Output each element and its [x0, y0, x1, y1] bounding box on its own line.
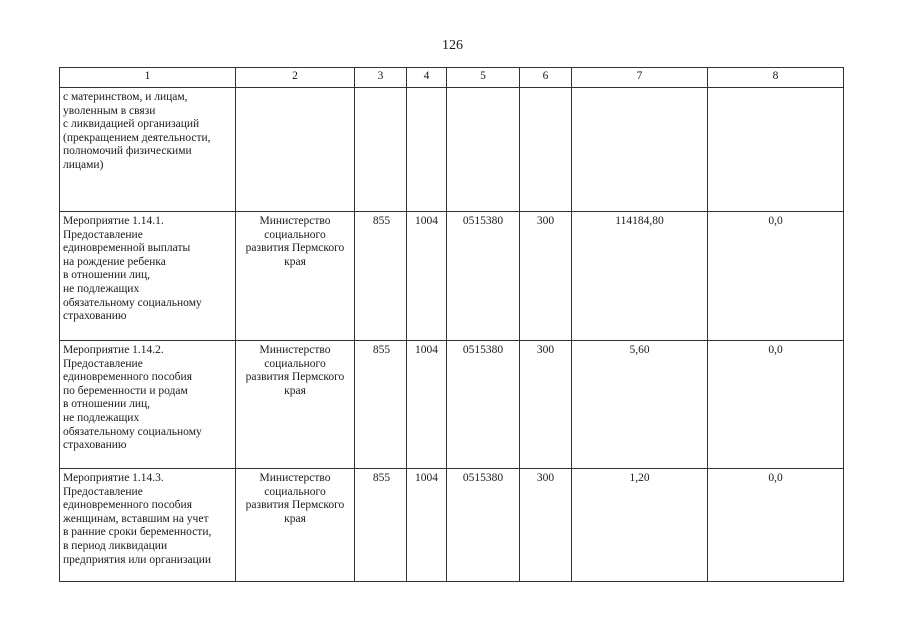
description-line: Мероприятие 1.14.2.	[63, 344, 164, 356]
table-row	[60, 88, 844, 212]
amount-cell: 0,0	[708, 212, 844, 341]
description-line: обязательному социальному	[63, 296, 202, 309]
table-row	[60, 341, 844, 469]
code-section-cell: 1004	[407, 212, 447, 341]
description-line: в ранние сроки беременности,	[63, 526, 212, 539]
description-line: предприятия или организации	[63, 553, 212, 566]
description-line: женщинам, вставшим на учет	[63, 512, 209, 525]
header-cell: 5	[447, 68, 520, 88]
code-grbs-cell: 855	[355, 212, 407, 341]
code-expense-cell: 300	[520, 469, 572, 582]
description-line: страхованию	[63, 310, 127, 323]
amount-cell: 1,20	[572, 469, 708, 582]
amount-cell: 0,0	[708, 469, 844, 582]
executor-line: края	[284, 255, 306, 268]
description-line: Предоставление	[63, 357, 143, 370]
executor-line: Министерство	[259, 344, 331, 356]
code-section-cell	[407, 88, 447, 212]
header-cell: 1	[60, 68, 236, 88]
description-line: единовременного пособия	[63, 499, 192, 512]
description-line: с ликвидацией организаций	[63, 118, 200, 131]
description-line: не подлежащих	[63, 282, 140, 295]
description-line: в отношении лиц,	[63, 269, 151, 282]
description-cell	[60, 88, 236, 212]
description-line: уволенным в связи	[63, 104, 156, 117]
description-line: на рождение ребенка	[63, 255, 166, 268]
code-target-cell	[447, 88, 520, 212]
description-line: с материнством, и лицам,	[63, 91, 188, 103]
description-line: Предоставление	[63, 228, 143, 241]
description-line: в отношении лиц,	[63, 398, 151, 411]
description-cell	[60, 212, 236, 341]
description-line: Мероприятие 1.14.1.	[63, 215, 164, 227]
description-line: полномочий физическими	[63, 145, 192, 158]
executor-line: социального	[264, 357, 326, 370]
executor-line: края	[284, 512, 306, 525]
code-target-cell: 0515380	[447, 469, 520, 582]
header-cell: 7	[572, 68, 708, 88]
description-cell	[60, 341, 236, 469]
code-section-cell: 1004	[407, 469, 447, 582]
description-line: по беременности и родам	[63, 384, 188, 397]
code-expense-cell	[520, 88, 572, 212]
description-line: обязательному социальному	[63, 425, 202, 438]
header-cell: 3	[355, 68, 407, 88]
table-header-row	[60, 68, 844, 88]
executor-cell	[236, 88, 355, 212]
executor-line: развития Пермского	[245, 371, 345, 384]
code-expense-cell: 300	[520, 341, 572, 469]
code-target-cell: 0515380	[447, 341, 520, 469]
amount-cell	[708, 88, 844, 212]
executor-line: социального	[264, 485, 326, 498]
code-section-cell: 1004	[407, 341, 447, 469]
code-grbs-cell: 855	[355, 341, 407, 469]
description-line: страхованию	[63, 439, 127, 452]
description-line: (прекращением деятельности,	[63, 131, 211, 144]
executor-cell	[236, 469, 355, 582]
description-line: Предоставление	[63, 485, 143, 498]
header-cell: 6	[520, 68, 572, 88]
code-target-cell: 0515380	[447, 212, 520, 341]
description-line: единовременного пособия	[63, 371, 192, 384]
amount-cell: 114184,80	[572, 212, 708, 341]
executor-line: Министерство	[259, 472, 331, 484]
code-expense-cell: 300	[520, 212, 572, 341]
budget-table	[59, 67, 844, 582]
description-line: не подлежащих	[63, 411, 140, 424]
description-line: лицами)	[63, 158, 104, 171]
executor-line: развития Пермского	[245, 499, 345, 512]
description-line: в период ликвидации	[63, 539, 168, 552]
executor-line: развития Пермского	[245, 242, 345, 255]
table-row	[60, 469, 844, 582]
table-row	[60, 212, 844, 341]
description-line: Мероприятие 1.14.3.	[63, 472, 164, 484]
description-cell	[60, 469, 236, 582]
description-line: единовременной выплаты	[63, 242, 191, 255]
amount-cell	[572, 88, 708, 212]
executor-line: Министерство	[259, 215, 331, 227]
header-cell: 8	[708, 68, 844, 88]
amount-cell: 5,60	[572, 341, 708, 469]
executor-line: социального	[264, 228, 326, 241]
code-grbs-cell: 855	[355, 469, 407, 582]
amount-cell: 0,0	[708, 341, 844, 469]
executor-cell	[236, 341, 355, 469]
code-grbs-cell	[355, 88, 407, 212]
header-cell: 2	[236, 68, 355, 88]
page-number: 126	[442, 38, 463, 53]
executor-line: края	[284, 384, 306, 397]
executor-cell	[236, 212, 355, 341]
header-cell: 4	[407, 68, 447, 88]
